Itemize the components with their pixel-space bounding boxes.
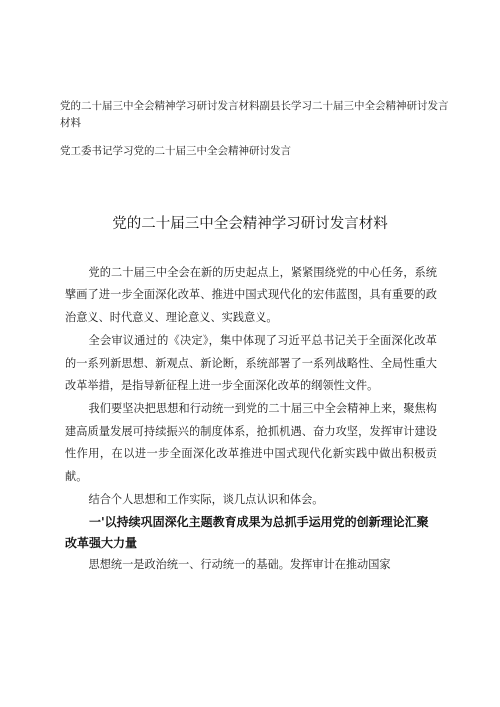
table-of-contents bbox=[60, 98, 450, 171]
paragraph-3: 我们要坚决把思想和行动统一到党的二十届三中全会精神上来，聚焦构建高质量发展可持续振兴的制度体系，抢抓机遇、奋力攻坚，发挥审计建设性作用，在以进一步全面深化改革推进中国式现代化新实践中做出积极贡献。 bbox=[65, 402, 437, 483]
paragraph-2: 全会审议通过的《决定》，集中体现了习近平总书记关于全面深化改革的一系列新思想、新观点、新论断，系统部署了一系列战略性、全局性重大改革举措，是指导新征程上进一步全面深化改革的纲领性文件。 bbox=[65, 334, 437, 393]
document-title: 党的二十届三中全会精神学习研讨发言材料 bbox=[112, 216, 388, 232]
toc-item-1[interactable]: 党的二十届三中全会精神学习研讨发言材料副县长学习二十届三中全会精神研讨发言材料 bbox=[60, 100, 449, 129]
paragraph-4: 结合个人思想和工作实际，谈几点认识和体会。 bbox=[88, 493, 324, 507]
section-heading-1: 一'以持续巩固深化主题教育成果为总抓手运用党的创新理论汇聚改革强大力量 bbox=[65, 515, 429, 551]
paragraph-1: 党的二十届三中全会在新的历史起点上，紧紧围绕党的中心任务，系统擘画了进一步全面深化改革、推进中国式现代化的宏伟蓝图，具有重要的政治意义、时代意义、理论意义、实践意义。 bbox=[65, 266, 437, 324]
document-body bbox=[65, 262, 437, 578]
paragraph-5: 思想统一是政治统一、行动统一的基础。发挥审计在推动国家 bbox=[88, 558, 391, 572]
toc-item-2[interactable]: 党工委书记学习党的二十届三中全会精神研讨发言 bbox=[60, 145, 291, 157]
